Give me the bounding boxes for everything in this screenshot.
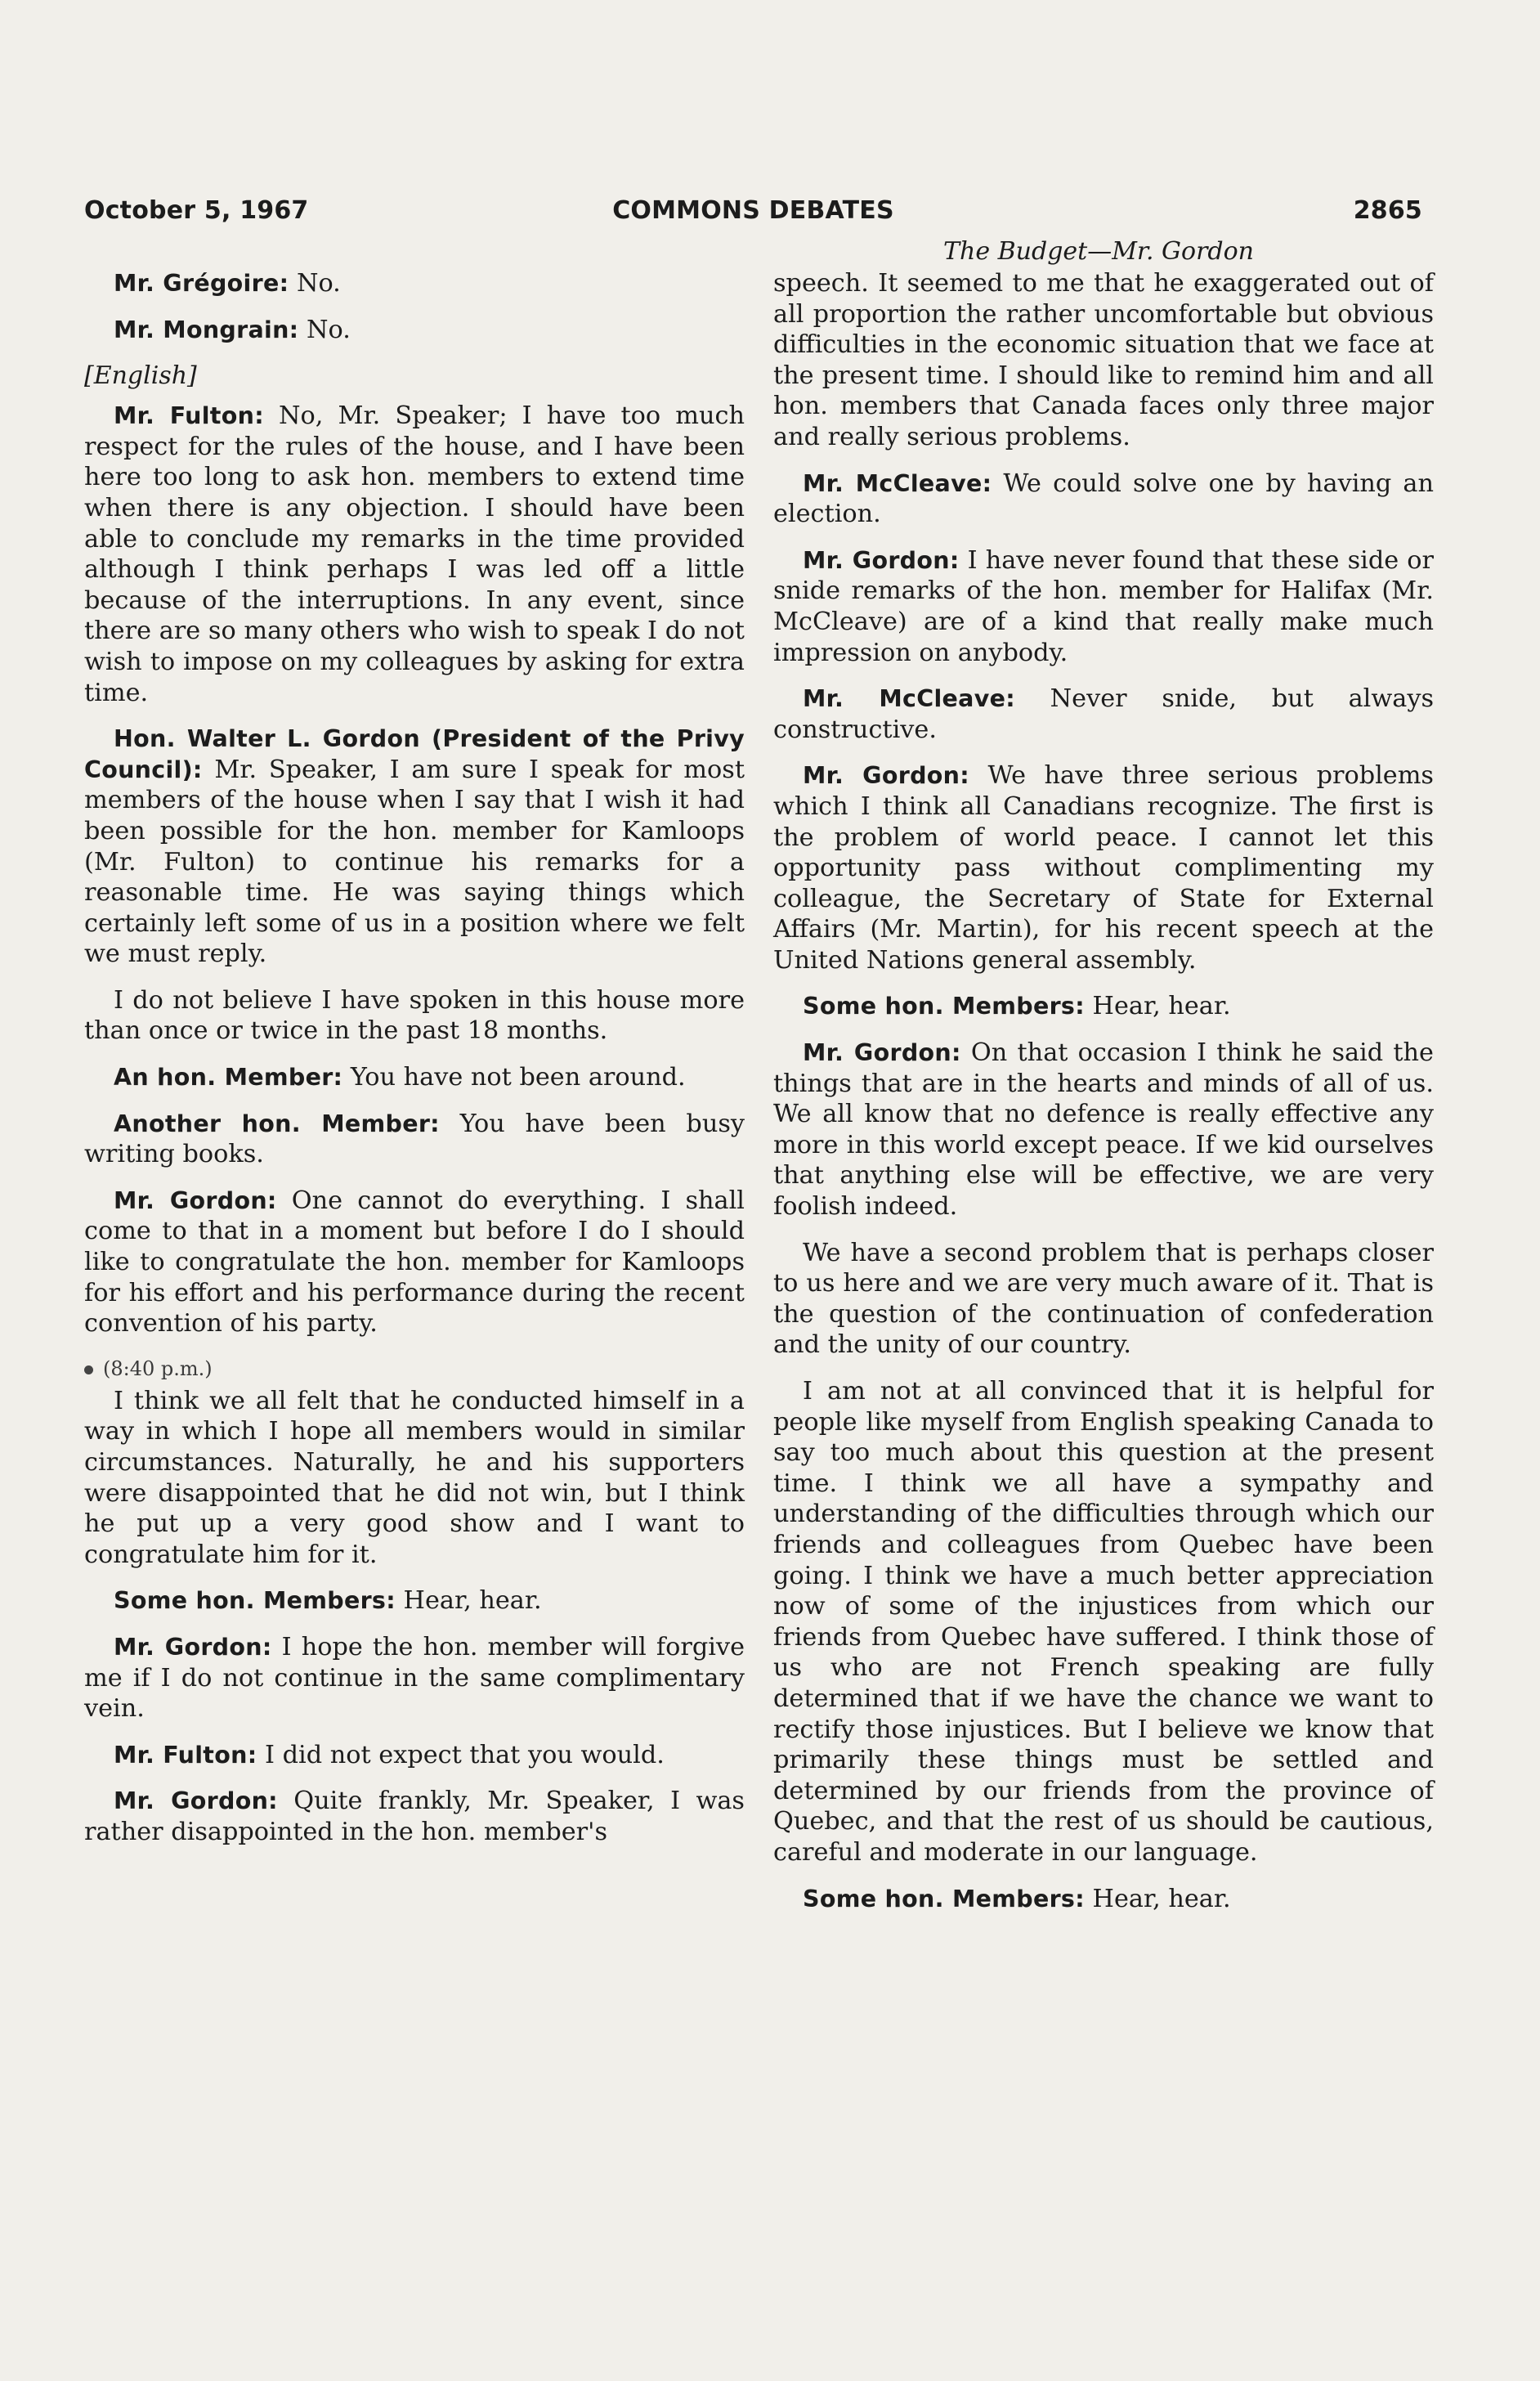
speaker-name: Mr. McCleave: <box>803 469 992 497</box>
page-number: 2865 <box>1353 196 1422 225</box>
speaker-name: Another hon. Member: <box>114 1110 440 1137</box>
speech-text: We have three serious problems which I think all Canadians recognize. The first is the problem of world peace. I cannot let this opportunity pass without complimenting my colleague, the Secretary of State for External Affairs (Mr. Martin), for his recent speech at the United Nations general assembly. <box>773 761 1434 975</box>
speech-text: We could solve one by having an election. <box>773 469 1434 529</box>
speaker-name: Mr. Gordon: <box>803 762 969 790</box>
speaker-name: Mr. Fulton: <box>114 1741 257 1769</box>
language-note: [English] <box>84 361 197 391</box>
speech-text: You have not been around. <box>342 1063 686 1092</box>
paragraph <box>773 1038 1434 1222</box>
speech-text: On that occasion I think he said the things that are in the hearts and minds of all of us. We all know that no defence is really effective any more in this world except peace. If we kid ourselves that anything else will be effective, we are very foolish indeed. <box>773 1038 1434 1222</box>
paragraph <box>773 268 1434 453</box>
paragraph <box>773 1884 1434 1915</box>
speaker-name: Some hon. Members: <box>803 1885 1085 1912</box>
speaker-name: An hon. Member: <box>114 1064 343 1092</box>
right-column <box>773 268 1434 1930</box>
speaker-name: Hon. Walter L. Gordon (President of the Privy Council): <box>84 725 745 783</box>
speaker-name: Mr. Grégoire: <box>114 270 289 297</box>
speaker-name: Mr. Gordon: <box>803 546 960 574</box>
speech-text: Hear, hear. <box>1084 1884 1231 1913</box>
speech-text: No. <box>298 315 351 344</box>
paragraph <box>84 1386 745 1571</box>
speech-text: I think we all felt that he conducted himself in a way in which I hope all members would in similar circumstances. Naturally, he and his supporters were disappointed that he did not win, but I think he put up a very good show and I want to congratulate him for it. <box>84 1386 745 1569</box>
paragraph <box>84 1109 745 1170</box>
paragraph <box>773 684 1434 745</box>
paragraph <box>84 1632 745 1724</box>
paragraph <box>84 724 745 970</box>
speaker-name: Mr. Gordon: <box>114 1633 272 1661</box>
paragraph <box>84 401 745 708</box>
speech-text: I hope the hon. member will forgive me if I do not continue in the same complimentary vein. <box>84 1632 745 1724</box>
speech-text: Quite frankly, Mr. Speaker, I was rather disappointed in the hon. member's <box>84 1787 745 1846</box>
speech-text: We have a second problem that is perhaps closer to us here and we are very much aware of it. That is the question of the continuation of confederation and the unity of our country. <box>773 1238 1434 1360</box>
page-header <box>84 196 1422 237</box>
speaker-name: Mr. Gordon: <box>803 1039 961 1067</box>
speech-text: Never snide, but always constructive. <box>773 684 1435 744</box>
paragraph <box>773 1238 1434 1361</box>
paragraph <box>84 268 745 299</box>
paragraph <box>84 1585 745 1616</box>
time-note <box>84 1355 745 1383</box>
bullet-dot-icon <box>84 1365 93 1374</box>
time-note-text: (8:40 p.m.) <box>103 1356 213 1380</box>
speech-text: I have never found that these side or snide remarks of the hon. member for Halifax (Mr. McCleave) are of a kind that really make much impression on anybody. <box>773 545 1434 667</box>
speaker-name: Mr. McCleave: <box>803 685 1015 713</box>
paragraph <box>773 545 1434 668</box>
paragraph <box>84 315 745 346</box>
paragraph <box>773 760 1434 975</box>
paragraph <box>84 985 745 1047</box>
speaker-name: Some hon. Members: <box>803 993 1085 1020</box>
speaker-name: Some hon. Members: <box>114 1587 396 1615</box>
speech-text: speech. It seemed to me that he exaggerated out of all proportion the rather uncomfortable but obvious difficulties in the economic situation that we face at the present time. I should like to remind him and all hon. members that Canada faces only three major and really serious problems. <box>773 269 1434 451</box>
paragraph <box>773 469 1434 530</box>
running-head: The Budget—Mr. Gordon <box>943 237 1254 266</box>
speech-text: One cannot do everything. I shall come to that in a moment but before I do I should like to congratulate the hon. member for Kamloops for his effort and his performance during the recent convention of his party. <box>84 1186 745 1338</box>
header-date: October 5, 1967 <box>84 196 309 225</box>
speaker-name: Mr. Fulton: <box>114 402 264 430</box>
speech-text: You have been busy writing books. <box>84 1109 745 1169</box>
speaker-name: Mr. Mongrain: <box>114 316 299 343</box>
paragraph <box>84 1186 745 1339</box>
speech-text: Mr. Speaker, I am sure I speak for most members of the house when I say that I wish it had been possible for the hon. member for Kamloops (Mr. Fulton) to continue his remarks for a reasonable time. He was saying things which certainly left some of us in a position where we felt we must reply. <box>84 755 745 969</box>
speech-text: Hear, hear. <box>395 1586 542 1616</box>
paragraph <box>84 1062 745 1093</box>
paragraph <box>773 1376 1434 1868</box>
speaker-name: Mr. Gordon: <box>114 1787 278 1815</box>
speech-text: No, Mr. Speaker; I have too much respect for the rules of the house, and I have been here too long to ask hon. members to extend time when there is any objection. I should have been able to conclude my remarks in the time provided although I think perhaps I was led off a little because of the interruptions. In any event, since there are so many others who wish to speak I do not wish to impose on my colleagues by asking for extra time. <box>84 401 745 707</box>
speaker-name: Mr. Gordon: <box>114 1186 277 1214</box>
speech-text: Hear, hear. <box>1084 992 1231 1021</box>
speech-text: No. <box>289 269 341 298</box>
speech-text: I did not expect that you would. <box>257 1740 665 1769</box>
speech-text: I do not believe I have spoken in this house more than once or twice in the past 18 months. <box>84 985 745 1046</box>
speech-text: I am not at all convinced that it is helpful for people like myself from English speaking Canada to say too much about this question at the present time. I think we all have a sympathy and understanding of the difficulties through which our friends and colleagues from Quebec have been going. I think we have a much better appreciation now of some of the injustices from which our friends from Quebec have suffered. I think those of us who are not French speaking are fully determined that if we have the chance we want to rectify those injustices. But I believe we know that primarily these things must be settled and determined by our friends from the province of Quebec, and that the rest of us should be cautious, careful and moderate in our language. <box>773 1377 1434 1867</box>
paragraph <box>84 1740 745 1771</box>
header-title: COMMONS DEBATES <box>612 196 894 225</box>
paragraph <box>84 1786 745 1847</box>
left-column <box>84 268 745 1863</box>
paragraph <box>773 991 1434 1022</box>
